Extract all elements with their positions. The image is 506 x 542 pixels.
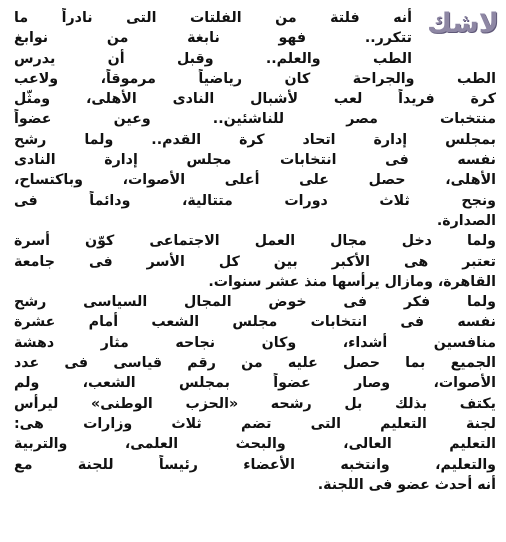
article-line: ولما دخل مجال العمل الاجتماعى كوّن أسرة bbox=[14, 233, 496, 250]
article-line: أنه أحدث عضو فى اللجنة. bbox=[317, 476, 496, 493]
article-line: الأصوات، وصار عضواً بمجلس الشعب، ولم bbox=[14, 375, 496, 392]
article-line: نفسه فى انتخابات مجلس إدارة النادى bbox=[14, 152, 496, 169]
article-line: تتكرر.. فهو نابغة من نوابغ bbox=[14, 30, 412, 47]
article-headline: لاشك bbox=[427, 7, 499, 39]
article-line: نفسه فى انتخابات مجلس الشعب أمام عشرة bbox=[14, 314, 496, 331]
article-line: التعليم العالى، والبحث العلمى، والتربية bbox=[14, 436, 496, 453]
article-line: والتعليم، وانتخبه الأعضاء رئيساً للجنة مع bbox=[14, 456, 496, 473]
article-line: القاهرة، ومازال يرأسها منذ عشر سنوات. bbox=[208, 273, 496, 290]
article-line: منافسين أشداء، وكان نجاحه مثار دهشة bbox=[14, 334, 496, 351]
article-line: الصدارة. bbox=[436, 212, 496, 229]
article-line: ونجح ثلاث دورات متتالية، ودائماً فى bbox=[14, 192, 496, 209]
article-line: ولما فكر فى خوض المجال السياسى رشح bbox=[14, 294, 496, 311]
article-line: بمجلس إدارة اتحاد كرة القدم.. ولما رشح bbox=[14, 131, 496, 148]
article-line: كرة فريداً لعب لأشبال النادى الأهلى، ومثّل bbox=[14, 91, 496, 108]
article-line: لجنة التعليم التى تضم ثلاث وزارات هى: bbox=[14, 415, 496, 432]
article-line: الطب والجراحة كان رياضياً مرموقاً، ولاعب bbox=[14, 70, 496, 87]
article-body bbox=[14, 7, 499, 495]
article-line: الأهلى، حصل على أعلى الأصوات، وباكتساح، bbox=[14, 172, 496, 189]
article-line: الجميع بما حصل عليه من رقم قياسى فى عدد bbox=[14, 355, 496, 372]
article-line: أنه فلتة من الفلتات التى نادراً ما bbox=[14, 10, 412, 26]
article-line: الطب والعلم.. وقبل أن يدرس bbox=[14, 50, 412, 67]
article-line: تعتبر هى الأكبر بين كل الأسر فى جامعة bbox=[14, 253, 496, 270]
article-line: يكتف بذلك بل رشحه «الحزب الوطنى» ليرأس bbox=[14, 395, 496, 412]
article-line: منتخبات مصر للناشئين.. وعين عضواً bbox=[14, 111, 496, 128]
